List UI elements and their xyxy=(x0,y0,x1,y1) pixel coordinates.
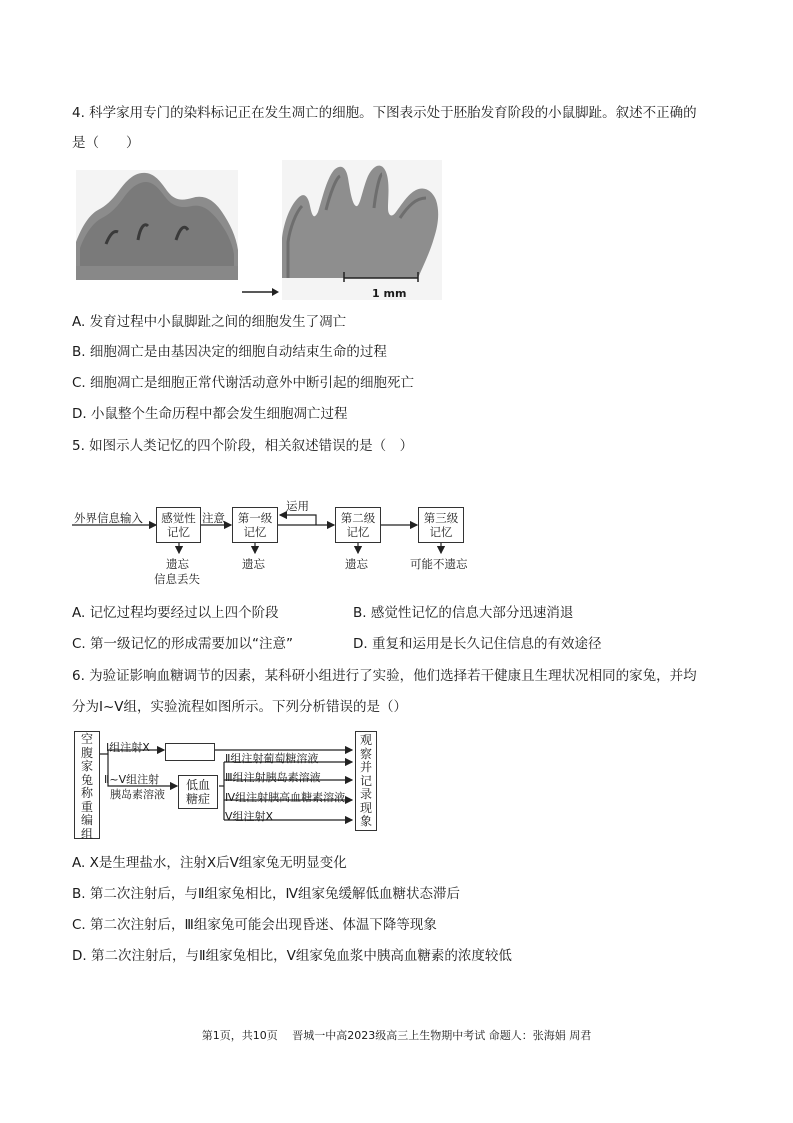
left-box-char: 称 xyxy=(80,786,93,800)
first-level-line1: 第一级 xyxy=(237,511,273,525)
group-2-5-inject-line2: 胰岛素溶液 xyxy=(110,788,165,801)
right-box-char: 观 xyxy=(359,733,372,747)
page-footer: 第1页，共10页 晋城一中高2023级高三上生物期中考试 命题人：张海娟 周君 xyxy=(201,1029,592,1042)
hypoglycemia-line2: 糖症 xyxy=(185,791,210,806)
use-label: 运用 xyxy=(286,499,309,513)
q4-option-c: C. 细胞凋亡是细胞正常代谢活动意外中断引起的细胞死亡 xyxy=(72,375,415,391)
left-box-char: 编 xyxy=(80,813,93,827)
q6-option-d: D. 第二次注射后，与Ⅱ组家兔相比，Ⅴ组家兔血浆中胰高血糖素的浓度较低 xyxy=(72,948,512,964)
right-box-char: 并 xyxy=(359,760,372,774)
left-box-char: 腹 xyxy=(80,745,93,760)
q5-option-a: A. 记忆过程均要经过以上四个阶段 xyxy=(72,605,279,621)
left-box-char: 重 xyxy=(80,799,93,814)
q5-option-d: D. 重复和运用是长久记住信息的有效途径 xyxy=(353,636,602,652)
sensory-memory-line2: 记忆 xyxy=(167,525,190,539)
q4-stem-line2: 是（ ） xyxy=(72,135,140,151)
attention-label: 注意 xyxy=(202,511,225,525)
sensory-memory-box xyxy=(156,507,201,543)
hypoglycemia-box xyxy=(178,775,218,809)
q4-option-d: D. 小鼠整个生命历程中都会发生细胞凋亡过程 xyxy=(72,406,348,422)
second-level-line1: 第二级 xyxy=(340,511,376,525)
webbed-paw-photo xyxy=(76,170,238,280)
q5-stem: 5. 如图示人类记忆的四个阶段，相关叙述错误的是（ ） xyxy=(72,438,414,454)
first-level-line2: 记忆 xyxy=(243,525,267,539)
may-not-forget-label: 可能不遗忘 xyxy=(410,557,468,571)
q6-option-b: B. 第二次注射后，与Ⅱ组家兔相比，Ⅳ组家兔缓解低血糖状态滞后 xyxy=(72,886,460,902)
right-box-char: 象 xyxy=(359,814,372,828)
blank-answer-box xyxy=(165,743,215,761)
right-box-char: 录 xyxy=(359,787,372,801)
right-arrow-icon xyxy=(240,286,280,298)
group-5-inject-label: Ⅴ组注射X xyxy=(225,810,274,823)
right-box-char: 察 xyxy=(359,746,372,761)
right-box-char: 现 xyxy=(359,800,372,815)
scale-bar-label: 1 mm xyxy=(372,287,407,300)
forget-label-3: 遗忘 xyxy=(345,557,368,571)
q4-option-a: A. 发育过程中小鼠脚趾之间的细胞发生了凋亡 xyxy=(72,314,347,330)
group-2-inject-label: Ⅱ组注射葡萄糖溶液 xyxy=(225,752,319,765)
second-level-memory-box xyxy=(335,507,381,543)
q6-option-a: A. X是生理盐水，注射X后Ⅴ组家兔无明显变化 xyxy=(72,855,347,871)
separated-toes-photo xyxy=(282,160,442,300)
third-level-line2: 记忆 xyxy=(429,525,453,539)
first-level-memory-box xyxy=(232,507,278,543)
left-box-char: 家 xyxy=(80,759,93,773)
forget-label-2: 遗忘 xyxy=(242,557,265,571)
forget-label-1: 遗忘 xyxy=(166,557,189,571)
third-level-memory-box xyxy=(418,507,464,543)
observe-record-box xyxy=(355,731,377,831)
rabbit-group-box xyxy=(74,731,100,839)
q4-stem-line1: 4. 科学家用专门的染料标记正在发生凋亡的细胞。下图表示处于胚胎发育阶段的小鼠脚趾。叙述不正确的 xyxy=(72,105,697,121)
q6-option-c: C. 第二次注射后，Ⅲ组家兔可能会出现昏迷、体温下降等现象 xyxy=(72,917,437,933)
q6-stem-line2: 分为Ⅰ~Ⅴ组，实验流程如图所示。下列分析错误的是（） xyxy=(72,699,408,715)
right-box-char: 记 xyxy=(359,773,372,788)
second-level-line2: 记忆 xyxy=(346,525,370,539)
left-box-char: 空 xyxy=(80,732,93,746)
left-box-char: 组 xyxy=(80,826,93,841)
q5-option-b: B. 感觉性记忆的信息大部分迅速消退 xyxy=(353,605,574,621)
group-4-inject-label: Ⅳ组注射胰高血糖素溶液 xyxy=(225,791,346,804)
group-1-inject-label: Ⅰ组注射X xyxy=(106,741,150,754)
sensory-memory-line1: 感觉性 xyxy=(161,511,196,525)
group-3-inject-label: Ⅲ组注射胰岛素溶液 xyxy=(225,771,321,784)
q4-option-b: B. 细胞凋亡是由基因决定的细胞自动结束生命的过程 xyxy=(72,344,387,360)
third-level-line1: 第三级 xyxy=(423,511,459,525)
q6-stem-line1: 6. 为验证影响血糖调节的因素，某科研小组进行了实验，他们选择若干健康且生理状况相同的家兔，并均 xyxy=(72,668,697,684)
memory-input-label: 外界信息输入 xyxy=(74,511,143,525)
group-2-5-inject-line1: Ⅱ~Ⅴ组注射 xyxy=(104,773,160,786)
hypoglycemia-line1: 低血 xyxy=(185,778,210,792)
info-lost-label: 信息丢失 xyxy=(154,572,200,586)
left-box-char: 兔 xyxy=(80,772,93,787)
q5-option-c: C. 第一级记忆的形成需要加以“注意” xyxy=(72,636,293,652)
